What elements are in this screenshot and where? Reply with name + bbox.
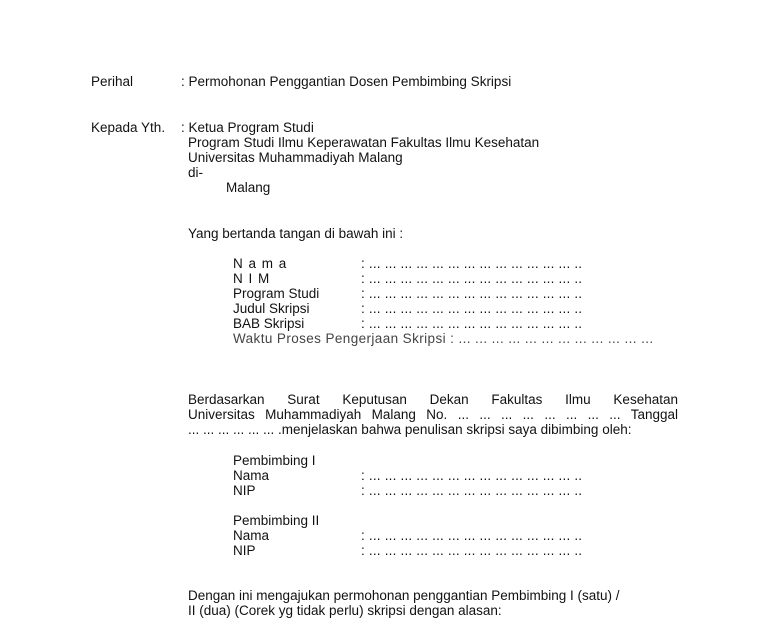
kepada-line-5: Malang bbox=[226, 180, 271, 195]
field-value-bab-skripsi: : ... ... ... ... ... ... ... ... ... ... ... ... ... .. bbox=[361, 316, 583, 331]
field-value-program-studi: : ... ... ... ... ... ... ... ... ... ... ... ... ... .. bbox=[361, 286, 583, 301]
pembimbing2-label-nama: Nama bbox=[233, 528, 270, 543]
closing-line-2: II (dua) (Corek yg tidak perlu) skripsi dengan alasan: bbox=[188, 603, 502, 618]
pembimbing1-label-nama: Nama bbox=[233, 468, 270, 483]
kepada-line-1: : Ketua Program Studi bbox=[181, 120, 314, 135]
pembimbing1-label-nip: NIP bbox=[233, 483, 256, 498]
kepada-line-2: Program Studi Ilmu Keperawatan Fakultas Ilmu Kesehatan bbox=[188, 135, 540, 150]
kepada-line-3: Universitas Muhammadiyah Malang bbox=[188, 150, 403, 165]
field-label-nama: N a m a bbox=[233, 256, 288, 271]
field-label-program-studi: Program Studi bbox=[233, 286, 320, 301]
pembimbing2-value-nama: : ... ... ... ... ... ... ... ... ... ... ... ... ... .. bbox=[361, 528, 583, 543]
intro-text: Yang bertanda tangan di bawah ini : bbox=[188, 226, 404, 241]
kepada-line-4: di- bbox=[188, 165, 204, 180]
berdasarkan-line-3: ... ... ... ... ... ... .menjelaskan bahwa penulisan skripsi saya dibimbing oleh: bbox=[188, 422, 632, 437]
pembimbing1-title: Pembimbing I bbox=[233, 453, 316, 468]
pembimbing2-value-nip: : ... ... ... ... ... ... ... ... ... ... ... ... ... .. bbox=[361, 543, 583, 558]
field-label-judul-skripsi: Judul Skripsi bbox=[233, 301, 310, 316]
field-label-bab-skripsi: BAB Skripsi bbox=[233, 316, 305, 331]
berdasarkan-line-2: Universitas Muhammadiyah Malang No. ... ... ... ... ... ... ... ... Tanggal bbox=[188, 407, 678, 422]
kepada-label: Kepada Yth. bbox=[91, 120, 166, 135]
pembimbing1-value-nama: : ... ... ... ... ... ... ... ... ... ... ... ... ... .. bbox=[361, 468, 583, 483]
field-value-nim: : ... ... ... ... ... ... ... ... ... ... ... ... ... .. bbox=[361, 271, 583, 286]
pembimbing1-value-nip: : ... ... ... ... ... ... ... ... ... ... ... ... ... .. bbox=[361, 483, 583, 498]
field-label-nim: N I M bbox=[233, 271, 271, 286]
closing-line-1: Dengan ini mengajukan permohonan penggantian Pembimbing I (satu) / bbox=[188, 588, 620, 603]
field-value-judul-skripsi: : ... ... ... ... ... ... ... ... ... ... ... ... ... .. bbox=[361, 301, 583, 316]
pembimbing2-label-nip: NIP bbox=[233, 543, 256, 558]
perihal-value: : Permohonan Penggantian Dosen Pembimbing Skripsi bbox=[181, 74, 512, 89]
pembimbing2-title: Pembimbing II bbox=[233, 513, 320, 528]
field-value-nama: : ... ... ... ... ... ... ... ... ... ... ... ... ... .. bbox=[361, 256, 583, 271]
perihal-label: Perihal bbox=[91, 74, 134, 89]
berdasarkan-line-1: Berdasarkan Surat Keputusan Dekan Fakultas Ilmu Kesehatan bbox=[188, 392, 678, 407]
waktu-proses: Waktu Proses Pengerjaan Skripsi : ... ... ... ... ... ... ... ... ... ... ... ... bbox=[233, 331, 654, 346]
